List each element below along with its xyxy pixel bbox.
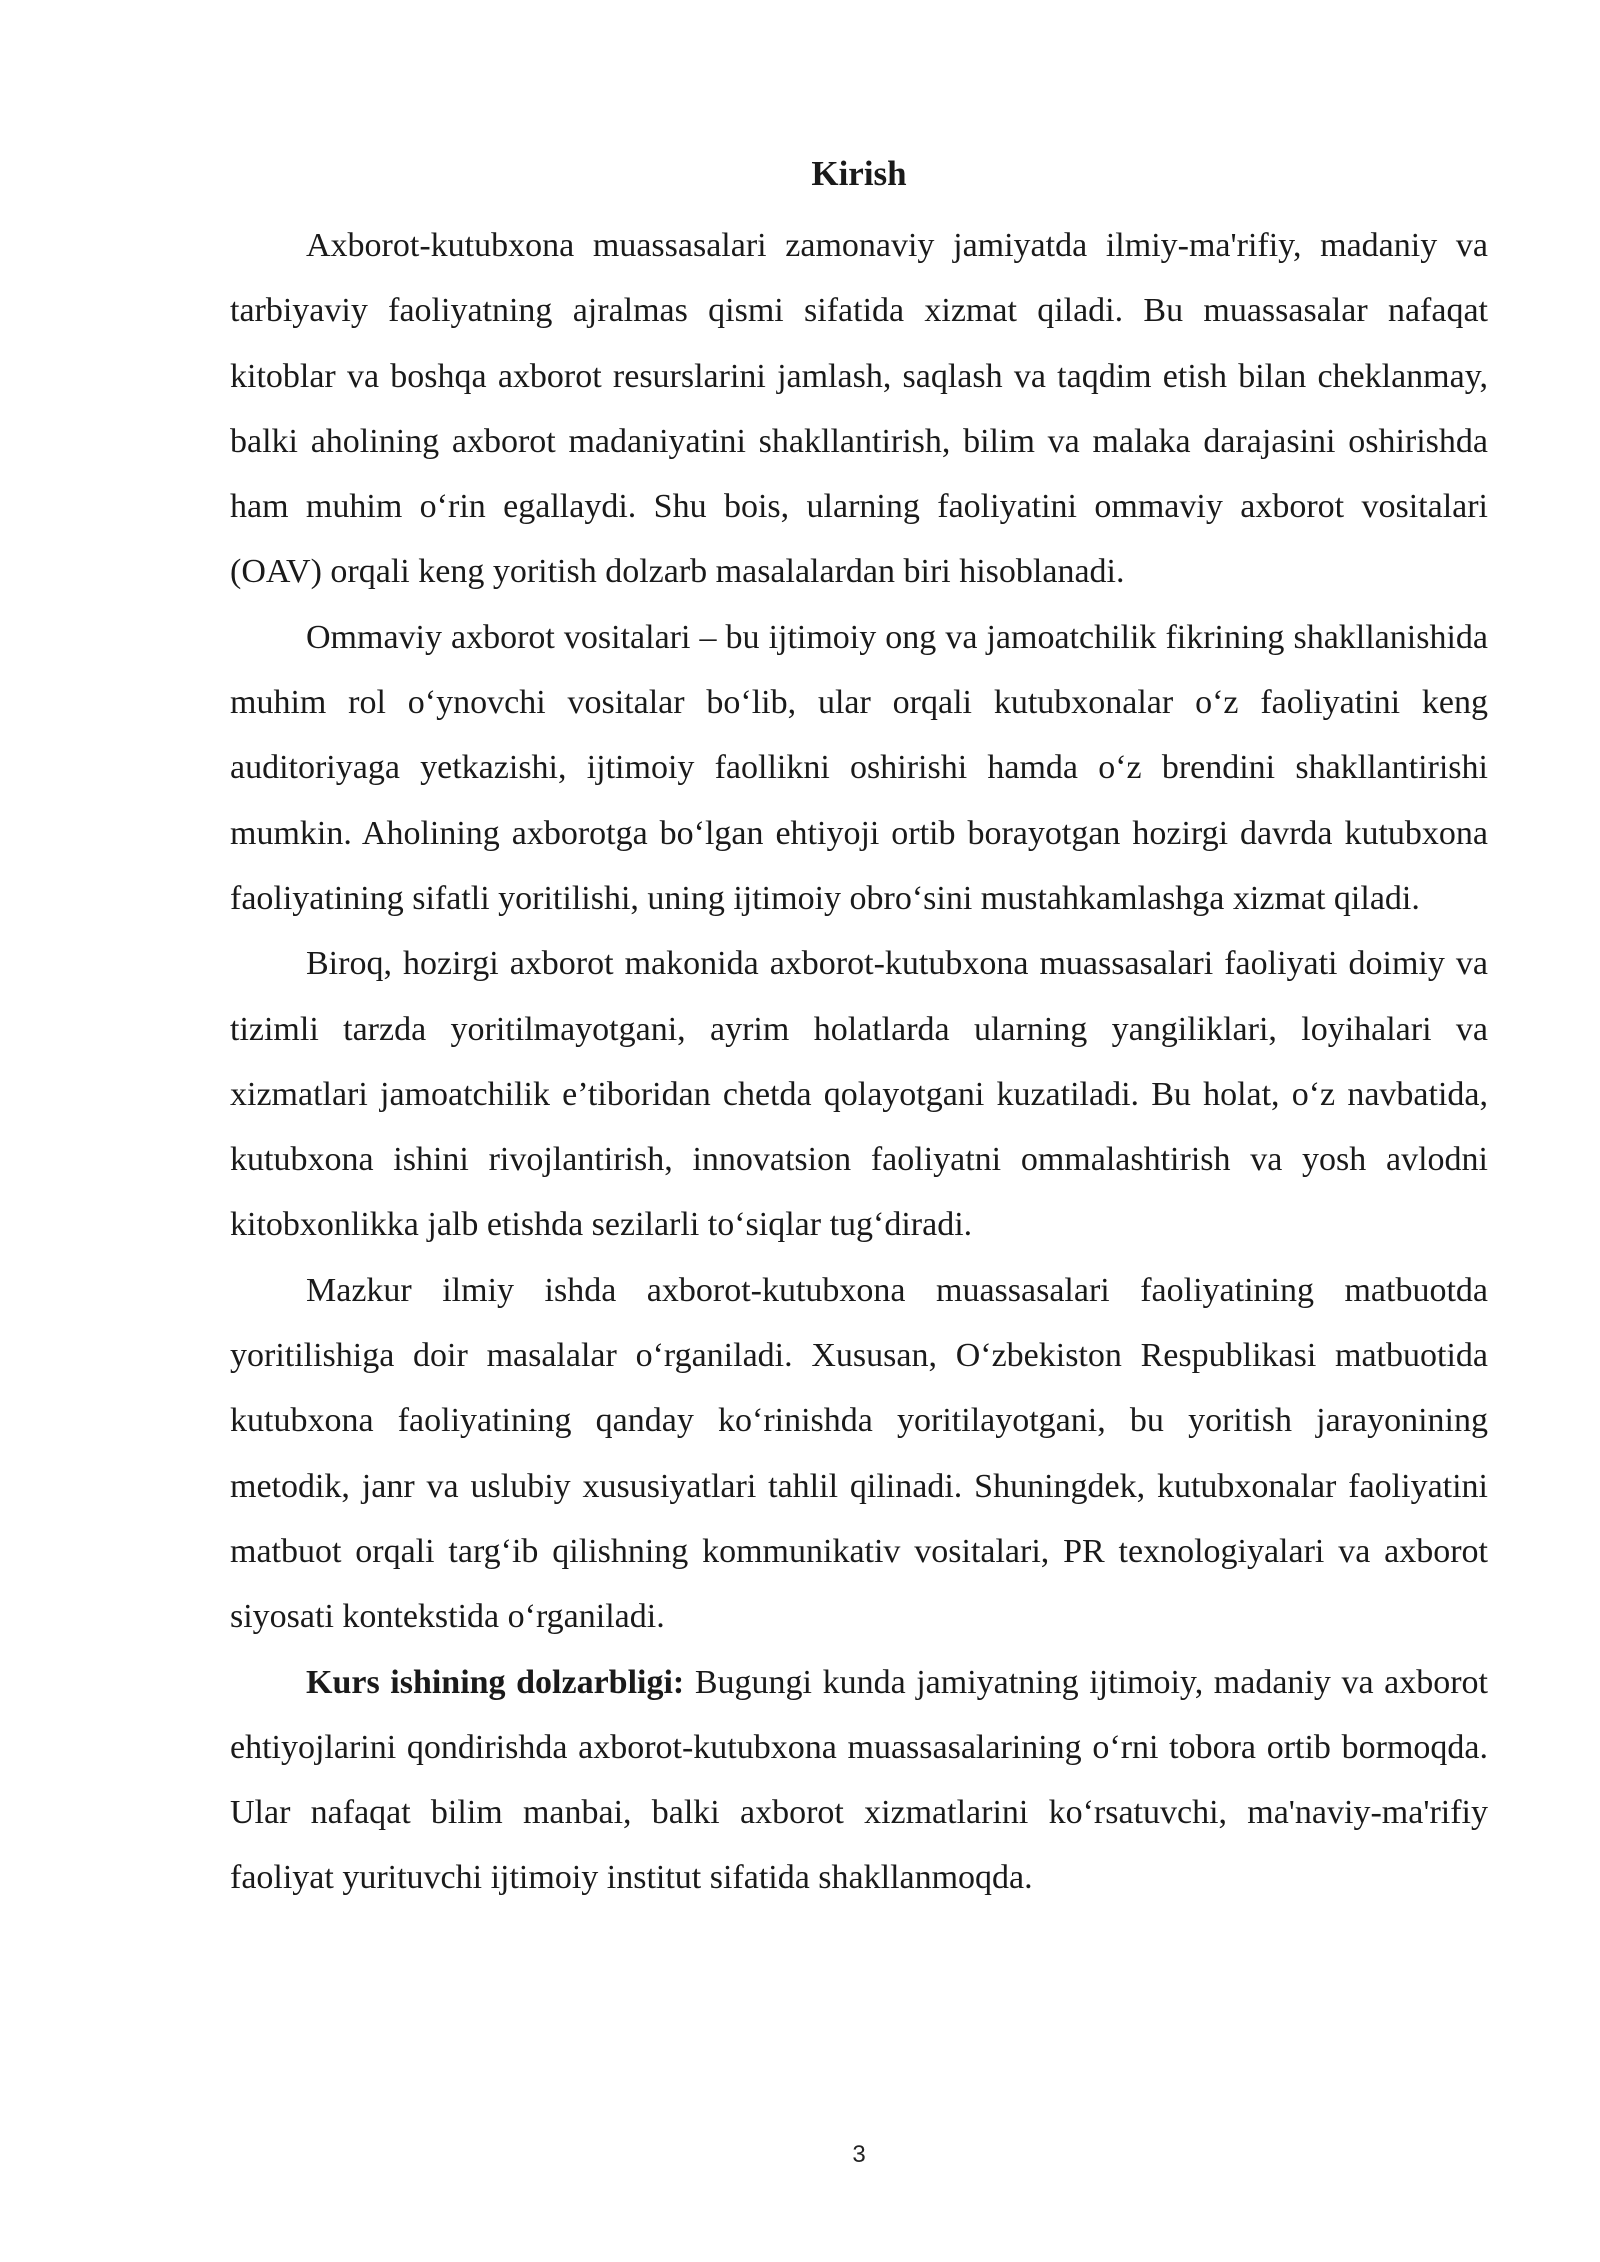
paragraph-intro: Axborot-kutubxona muassasalari zamonaviy jamiyatda ilmiy-ma'rifiy, madaniy va tarbiyaviy faoliyatning ajralmas qismi sifatida xizmat qiladi. Bu muassasalar nafaqat kitoblar va boshqa axborot resurslarini jamlash, saqlash va taqdim etish bilan cheklanmay, balki aholining axborot madaniyatini shakllantirish, bilim va malaka darajasini oshirishda ham muhim o‘rin egallaydi. Shu bois, ularning faoliyatini ommaviy axborot vositalari (OAV) orqali keng yoritish dolzarb masalalardan biri hisoblanadi. [230, 227, 1488, 591]
page-title: Kirish [811, 154, 907, 193]
document-body [230, 213, 1488, 1911]
relevance-text: Bugungi kunda jamiyatning ijtimoiy, madaniy va axborot ehtiyojlarini qondirishda axborot-kutubxona muassasalarining o‘rni tobora ortib bormoqda. Ular nafaqat bilim manbai, balki axborot xizmatlarini ko‘rsatuvchi, ma'naviy-ma'rifiy faoliyat yurituvchi ijtimoiy institut sifatida shakllanmoqda. [230, 1663, 1488, 1897]
paragraph-relevance [230, 1650, 1488, 1911]
page-number: 3 [852, 2141, 866, 2168]
paragraph-mass-media: Ommaviy axborot vositalari – bu ijtimoiy ong va jamoatchilik fikrining shakllanishida muhim rol o‘ynovchi vositalar bo‘lib, ular orqali kutubxonalar o‘z faoliyatini keng auditoriyaga yetkazishi, ijtimoiy faollikni oshirishi hamda o‘z brendini shakllantirishi mumkin. Aholining axborotga bo‘lgan ehtiyoji ortib borayotgan hozirgi davrda kutubxona faoliyatining sifatli yoritilishi, uning ijtimoiy obro‘sini mustahkamlashga xizmat qiladi. [230, 618, 1488, 917]
paragraph-problem: Biroq, hozirgi axborot makonida axborot-kutubxona muassasalari faoliyati doimiy va tizimli tarzda yoritilmayotgani, ayrim holatlarda ularning yangiliklari, loyihalari va xizmatlari jamoatchilik e’tiboridan chetda qolayotgani kuzatiladi. Bu holat, o‘z navbatida, kutubxona ishini rivojlantirish, innovatsion faoliyatni ommalashtirish va yosh avlodni kitobxonlikka jalb etishda sezilarli to‘siqlar tug‘diradi. [230, 945, 1488, 1244]
relevance-label: Kurs ishining dolzarbligi: [306, 1663, 685, 1701]
paragraph-research-scope: Mazkur ilmiy ishda axborot-kutubxona muassasalari faoliyatining matbuotda yoritilishiga doir masalalar o‘rganiladi. Xususan, O‘zbekiston Respublikasi matbuotida kutubxona faoliyatining qanday ko‘rinishda yoritilayotgani, bu yoritish jarayonining metodik, janr va uslubiy xususiyatlari tahlil qilinadi. Shuningdek, kutubxonalar faoliyatini matbuot orqali targ‘ib qilishning kommunikativ vositalari, PR texnologiyalari va axborot siyosati kontekstida o‘rganiladi. [230, 1271, 1488, 1636]
